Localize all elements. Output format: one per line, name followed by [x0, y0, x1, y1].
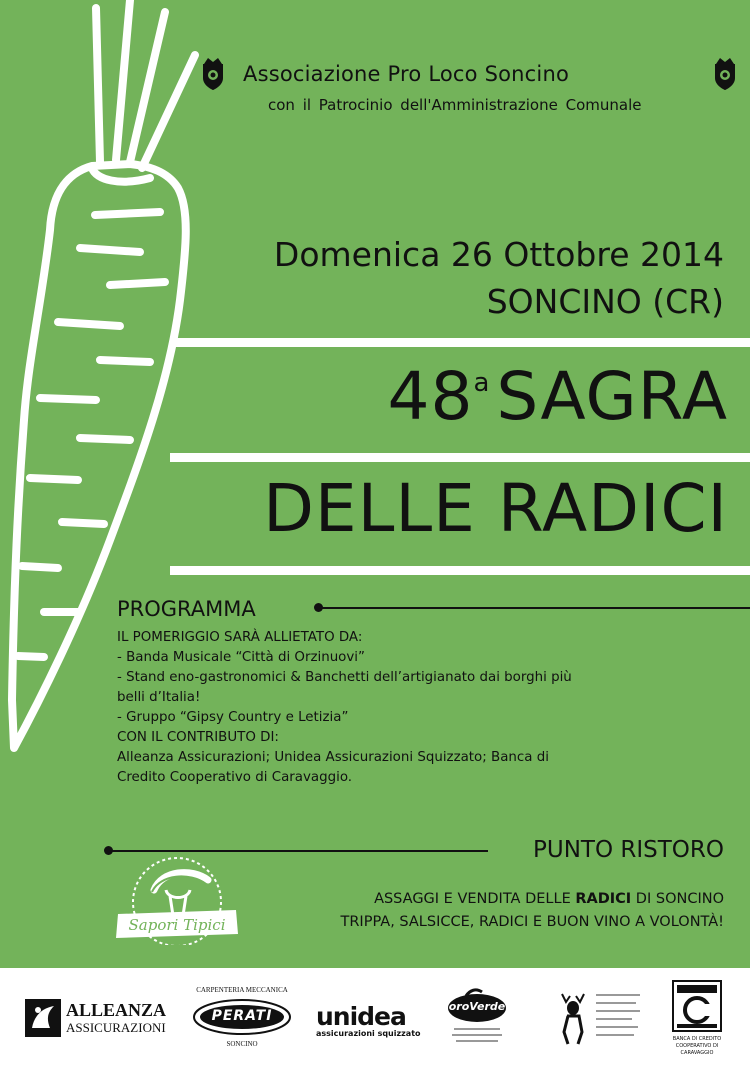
badge-label: Sapori Tipici — [128, 916, 226, 934]
alleanza-name: ALLEANZA — [66, 1000, 167, 1020]
ristoro-line1-start: ASSAGGI E VENDITA DELLE — [374, 891, 576, 907]
perati-top: CARPENTERIA MECCANICA — [196, 986, 288, 994]
bcc-name: BANCA DI CREDITO COOPERATIVO DI CARAVAGGIO — [672, 1036, 722, 1056]
programma-line: - Banda Musicale “Città di Orzinuovi” — [117, 650, 365, 665]
sponsors-bar — [0, 968, 750, 1071]
programma-line: - Gruppo “Gipsy Country e Letizia” — [117, 710, 349, 725]
oroverde-fine-print — [452, 1034, 502, 1036]
programma-line: belli d’Italia! — [117, 690, 201, 705]
event-title-line2: DELLE RADICI — [263, 470, 728, 547]
white-band-1 — [170, 338, 750, 347]
deer-logo-icon — [556, 992, 590, 1046]
sponsor-bcc — [664, 980, 730, 1060]
patronage-text: con il Patrocinio dell'Amministrazione Comunale — [268, 96, 642, 114]
oroverde-fine-print — [456, 1040, 498, 1042]
perati-name: PERATI — [211, 1008, 273, 1024]
ristoro-line1-bold: RADICI — [575, 891, 632, 907]
white-band-2 — [170, 453, 750, 462]
event-title-line1 — [387, 358, 728, 435]
agricola-fine-print — [596, 1002, 636, 1004]
edition-number: 48 — [387, 358, 474, 435]
programma-line: Alleanza Assicurazioni; Unidea Assicurazioni Squizzato; Banca di — [117, 750, 549, 765]
ristoro-line2: TRIPPA, SALSICCE, RADICI E BUON VINO A VOLONTÀ! — [340, 914, 724, 930]
ristoro-line1-end: DI SONCINO — [631, 891, 724, 907]
agricola-fine-print — [596, 1018, 632, 1020]
event-date: Domenica 26 Ottobre 2014 — [273, 235, 724, 274]
programma-body — [117, 628, 737, 788]
alleanza-logo-icon — [24, 998, 62, 1038]
sapori-tipici-badge — [112, 850, 242, 945]
crest-icon-right — [712, 56, 738, 92]
agricola-fine-print — [596, 1026, 638, 1028]
edition-suffix: a — [473, 368, 491, 398]
bcc-logo-icon — [672, 980, 722, 1032]
programma-line: IL POMERIGGIO SARÀ ALLIETATO DA: — [117, 630, 363, 645]
unidea-name: unidea — [316, 1002, 406, 1031]
title-sagra: SAGRA — [496, 358, 728, 435]
association-name: Associazione Pro Loco Soncino — [243, 62, 570, 86]
perati-bottom: SONCINO — [226, 1040, 258, 1048]
oroverde-name: oroVerde — [448, 1000, 506, 1013]
programma-line: - Stand eno-gastronomici & Banchetti dell’artigianato dai borghi più — [117, 670, 572, 685]
agricola-fine-print — [596, 1010, 640, 1012]
programma-line: Credito Cooperativo di Caravaggio. — [117, 770, 353, 785]
programma-heading: PROGRAMMA — [117, 597, 256, 621]
sponsor-alleanza — [24, 998, 174, 1043]
white-band-3 — [170, 566, 750, 575]
crest-icon-left — [200, 56, 226, 92]
sponsor-agricola — [556, 986, 646, 1052]
sponsor-perati — [190, 986, 294, 1050]
oroverde-fine-print — [454, 1028, 500, 1030]
programma-line: CON IL CONTRIBUTO DI: — [117, 730, 279, 745]
alleanza-sub: ASSICURAZIONI — [66, 1020, 166, 1035]
agricola-fine-print — [596, 1034, 634, 1036]
ristoro-text — [341, 888, 725, 934]
sponsor-oroverde — [446, 988, 508, 1050]
event-place: SONCINO (CR) — [486, 282, 724, 321]
unidea-sub: assicurazioni squizzato — [316, 1029, 421, 1038]
programma-rule — [318, 607, 750, 609]
ristoro-heading: PUNTO RISTORO — [533, 837, 724, 863]
agricola-fine-print — [596, 994, 640, 996]
sponsor-unidea — [316, 1002, 426, 1042]
ristoro-line1 — [341, 888, 725, 911]
